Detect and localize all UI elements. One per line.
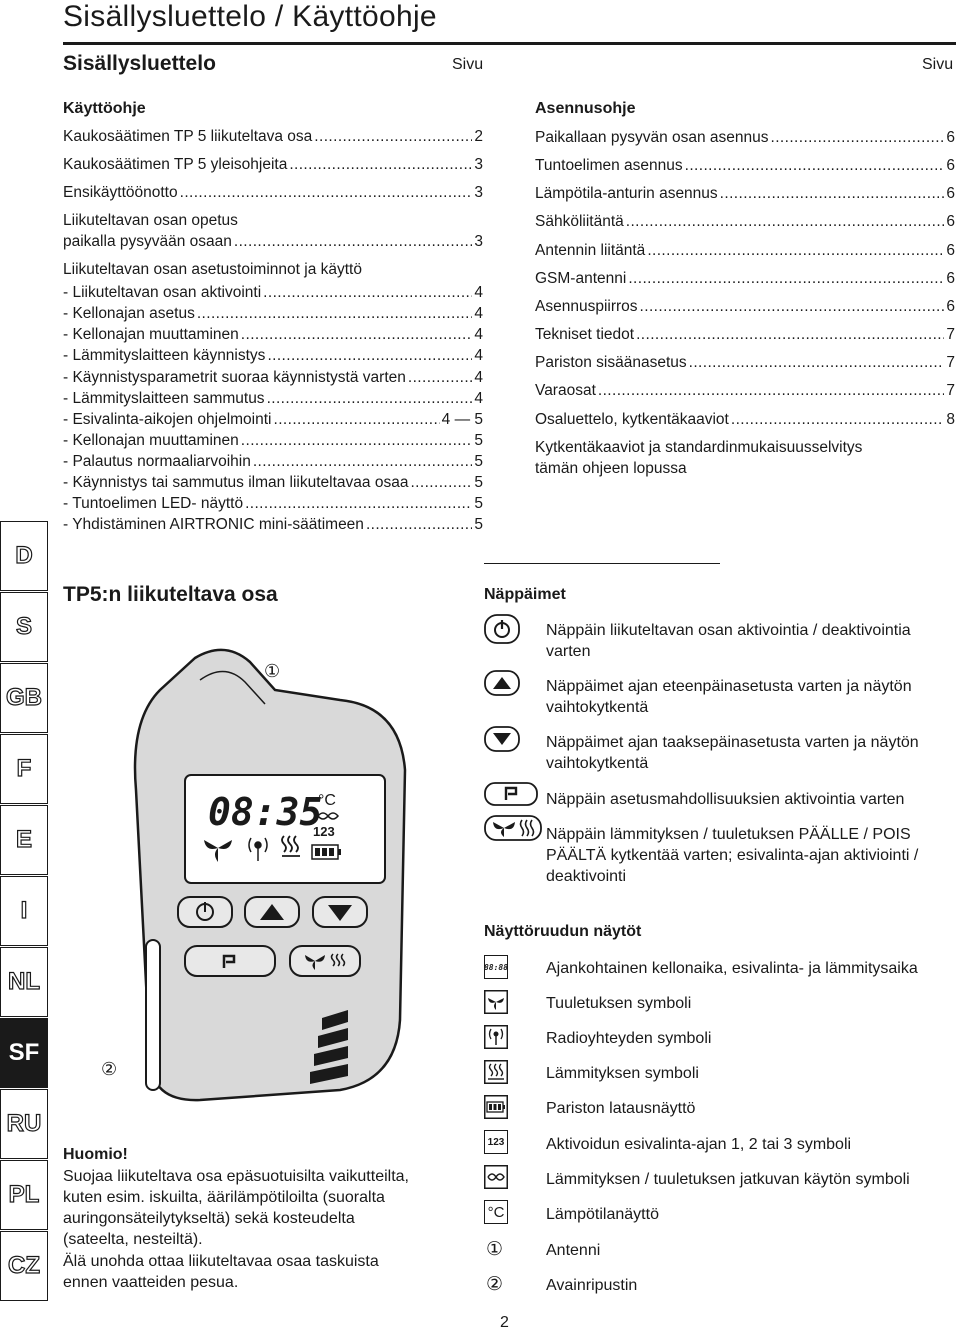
page-title: Sisällysluettelo / Käyttöohje	[63, 0, 437, 33]
toc-entry-page: 3	[474, 184, 483, 201]
toc-entry[interactable]	[535, 213, 955, 231]
toc-leader	[245, 495, 472, 513]
toc-leader	[626, 213, 945, 231]
toc-entry[interactable]	[535, 185, 955, 203]
contents-heading: Sisällysluettelo	[63, 52, 216, 75]
toc-entry[interactable]	[535, 411, 955, 429]
note-line: Suojaa liikuteltava osa epäsuotuisilta vaikutteilta,	[63, 1168, 409, 1185]
toc-entry-text: - Kellonajan muuttaminen	[63, 326, 239, 343]
power-key-description: Näppäin liikuteltavan osan aktivointia / deaktivointia varten	[546, 622, 911, 660]
display-celsius: °C	[318, 792, 336, 809]
toc-entry[interactable]	[63, 516, 483, 534]
toc-entry-text: - Kellonajan asetus	[63, 305, 195, 322]
toc-leader	[197, 305, 473, 323]
toc-entry-text: Pariston sisäänasetus	[535, 354, 687, 371]
toc-entry-text: paikalla pysyvään osaan	[63, 233, 232, 250]
heat-vent-key-description: Näppäin lämmityksen / tuuletuksen PÄÄLLE / POIS PÄÄLTÄ kytkentää varten; esivalinta-ajan aktiviointi / deaktivointi	[546, 826, 919, 885]
toc-leader	[234, 233, 472, 251]
toc-entry-page: 4	[474, 369, 483, 386]
toc-entry-page: 4	[474, 305, 483, 322]
toc-entry[interactable]	[63, 305, 483, 323]
toc-entry-page: 8	[946, 411, 955, 428]
page-column-label-left: Sivu	[452, 56, 484, 73]
toc-entry-text: - Käynnistys tai sammutus ilman liikuteltavaa osaa	[63, 474, 409, 491]
toc-entry-page: 6	[946, 270, 955, 287]
fan-description: Tuuletuksen symboli	[546, 995, 692, 1012]
toc-leader	[241, 432, 473, 450]
note-line: Älä unohda ottaa liikuteltavaa osaa taskuista	[63, 1253, 379, 1270]
radio-icon	[484, 1025, 508, 1049]
toc-entry-page: 6	[946, 185, 955, 202]
toc-entry-text: Kaukosäätimen TP 5 yleisohjeita	[63, 156, 288, 173]
toc-entry-text: Paikallaan pysyvän osan asennus	[535, 129, 769, 146]
toc-entry-text: - Palautus normaaliarvoihin	[63, 453, 251, 470]
preset-description: Aktivoidun esivalinta-ajan 1, 2 tai 3 symboli	[546, 1136, 852, 1153]
toc-leader	[731, 411, 945, 429]
note-title: Huomio!	[63, 1146, 128, 1163]
toc-leader	[640, 298, 945, 316]
toc-entry-text: GSM-antenni	[535, 270, 627, 287]
p-key-description: Näppäin asetusmahdollisuuksien aktivointia varten	[546, 791, 905, 808]
key-ring-description: Avainripustin	[546, 1277, 638, 1294]
power-key-icon	[484, 614, 520, 644]
lang-tab-ru[interactable]: RU	[0, 1089, 48, 1159]
toc-entry[interactable]	[535, 298, 955, 316]
toc-leader	[771, 129, 945, 147]
toc-leader	[689, 354, 945, 372]
toc-entry-page: 7	[946, 382, 955, 399]
toc-entry[interactable]	[63, 474, 483, 492]
note-line: kuten esim. iskuilta, äärilämpötiloilta (suoralta	[63, 1189, 385, 1206]
toc-leader	[598, 382, 944, 400]
lang-tab-i[interactable]: I	[0, 876, 48, 946]
preset-123-icon: 123	[484, 1130, 508, 1154]
toc-entry-text: - Lämmityslaitteen käynnistys	[63, 347, 266, 364]
down-key-description: Näppäimet ajan taaksepäinasetusta varten ja näytön vaihtokytkentä	[546, 734, 919, 772]
remote-control-illustration	[100, 640, 430, 1110]
toc-entry[interactable]	[535, 129, 955, 147]
toc-leader	[253, 453, 473, 471]
lang-tab-gb[interactable]: GB	[0, 663, 48, 733]
toc-entry[interactable]	[63, 347, 483, 365]
battery-icon	[484, 1095, 508, 1119]
toc-leader	[636, 326, 944, 344]
title-rule	[63, 42, 956, 45]
toc-entry-text: Asennuspiirros	[535, 298, 638, 315]
toc-entry-page: 4	[474, 326, 483, 343]
lang-tab-cz[interactable]: CZ	[0, 1231, 48, 1301]
antenna-callout-icon: ①	[486, 1239, 504, 1260]
clock-digits-icon: 88:88	[484, 955, 508, 979]
note-line: auringonsäteilytykseltä) sekä kosteudelta	[63, 1210, 355, 1227]
toc-entry-text: Lämpötila-anturin asennus	[535, 185, 718, 202]
infinity-description: Lämmityksen / tuuletuksen jatkuvan käytön symboli	[546, 1171, 910, 1188]
remote-power-button[interactable]	[178, 897, 232, 927]
toc-entry-page: 4	[474, 390, 483, 407]
toc-entry-text: - Käynnistysparametrit suoraa käynnistystä varten	[63, 369, 406, 386]
toc-leader	[408, 369, 473, 387]
lang-tab-s[interactable]: S	[0, 592, 48, 662]
language-tabs	[0, 521, 48, 1302]
display-heading: Näyttöruudun näytöt	[484, 923, 642, 940]
toc-leader	[180, 184, 473, 202]
toc-entry-text: Tuntoelimen asennus	[535, 157, 683, 174]
toc-leader	[274, 411, 440, 429]
toc-leader	[289, 156, 472, 174]
toc-entry-text: - Lämmityslaitteen sammutus	[63, 390, 265, 407]
heating-description: Lämmityksen symboli	[546, 1065, 699, 1082]
lang-tab-e[interactable]: E	[0, 805, 48, 875]
toc-entry-page: 5	[474, 432, 483, 449]
celsius-description: Lämpötilanäyttö	[546, 1206, 659, 1223]
toc-entry-text-line: Kytkentäkaaviot ja standardinmukaisuusselvitys	[535, 439, 863, 456]
toc-entry-page: 7	[946, 354, 955, 371]
keys-heading: Näppäimet	[484, 586, 566, 603]
toc-entry-text: Osaluettelo, kytkentäkaaviot	[535, 411, 729, 428]
remote-p-button[interactable]	[185, 946, 275, 976]
toc-entry-page: 3	[474, 156, 483, 173]
toc-entry-text: - Liikuteltavan osan aktivointi	[63, 284, 262, 301]
toc-entry[interactable]	[535, 382, 955, 400]
toc-entry-text: - Esivalinta-aikojen ohjelmointi	[63, 411, 272, 428]
toc-entry-page: 3	[474, 233, 483, 250]
heating-icon	[484, 1060, 508, 1084]
heat-vent-key-icon	[484, 815, 542, 841]
toc-entry[interactable]	[63, 390, 483, 408]
lang-tab-nl[interactable]: NL	[0, 947, 48, 1017]
toc-entry-page: 4	[474, 284, 483, 301]
toc-entry-text: Antennin liitäntä	[535, 242, 646, 259]
toc-entry[interactable]	[63, 369, 483, 387]
toc-entry[interactable]	[63, 184, 483, 202]
toc-entry-text-line: Liikuteltavan osan opetus	[63, 212, 238, 229]
toc-leader	[410, 474, 472, 492]
toc-leader	[628, 270, 944, 288]
toc-entry[interactable]	[535, 354, 955, 372]
toc-entry-page: 4 — 5	[441, 411, 483, 428]
lang-tab-f[interactable]: F	[0, 734, 48, 804]
toc-entry-text: Varaosat	[535, 382, 596, 399]
toc-leader	[685, 157, 945, 175]
page-number: 2	[500, 1314, 509, 1331]
display-time: 08:35	[208, 790, 323, 834]
toc-entry[interactable]	[63, 453, 483, 471]
up-key-icon	[484, 670, 520, 696]
toc-entry-page: 6	[946, 213, 955, 230]
lang-tab-pl[interactable]: PL	[0, 1160, 48, 1230]
antenna-description: Antenni	[546, 1242, 601, 1259]
toc-entry[interactable]	[535, 157, 955, 175]
celsius-icon: °C	[484, 1200, 508, 1224]
toc-entry-text-line: tämän ohjeen lopussa	[535, 460, 687, 477]
toc-entry-text: Kaukosäätimen TP 5 liikuteltava osa	[63, 128, 313, 145]
toc-leader	[263, 284, 472, 302]
toc-entry-text: - Kellonajan muuttaminen	[63, 432, 239, 449]
toc-entry[interactable]	[535, 242, 955, 260]
p-key-icon	[484, 782, 538, 806]
lang-tab-d[interactable]: D	[0, 521, 48, 591]
infinity-icon	[484, 1165, 508, 1189]
toc-entry-page: 5	[474, 495, 483, 512]
remote-down-button[interactable]	[313, 897, 367, 927]
toc-entry-text: Sähköliitäntä	[535, 213, 624, 230]
toc-section-asennusohje: Asennusohje	[535, 100, 636, 117]
toc-leader	[366, 516, 472, 534]
toc-entry-page: 4	[474, 347, 483, 364]
toc-leader	[314, 128, 472, 146]
fan-icon	[484, 990, 508, 1014]
toc-entry[interactable]	[63, 411, 483, 429]
toc-entry[interactable]	[63, 284, 483, 302]
toc-entry[interactable]	[63, 326, 483, 344]
toc-entry-text: Ensikäyttöönotto	[63, 184, 178, 201]
toc-entry[interactable]	[63, 233, 483, 251]
note-line: (sateelta, nesteiltä).	[63, 1231, 203, 1248]
toc-entry-text-line: Liikuteltavan osan asetustoiminnot ja käyttö	[63, 261, 362, 278]
remote-heat-vent-button[interactable]	[290, 946, 360, 976]
toc-section-kayttoohje: Käyttöohje	[63, 100, 146, 117]
battery-description: Pariston latausnäyttö	[546, 1100, 696, 1117]
toc-entry-page: 5	[474, 453, 483, 470]
toc-leader	[241, 326, 473, 344]
toc-leader	[647, 242, 944, 260]
toc-entry-page: 6	[946, 242, 955, 259]
toc-entry[interactable]	[63, 432, 483, 450]
toc-entry[interactable]	[63, 156, 483, 174]
radio-description: Radioyhteyden symboli	[546, 1030, 712, 1047]
toc-entry[interactable]	[63, 128, 483, 146]
toc-entry-page: 5	[474, 516, 483, 533]
toc-leader	[267, 390, 473, 408]
toc-entry-page: 5	[474, 474, 483, 491]
section-divider	[484, 563, 720, 564]
toc-entry-page: 7	[946, 326, 955, 343]
up-key-description: Näppäimet ajan eteenpäinasetusta varten ja näytön vaihtokytkentä	[546, 678, 912, 716]
toc-leader	[267, 347, 472, 365]
toc-entry-text: - Yhdistäminen AIRTRONIC mini-säätimeen	[63, 516, 364, 533]
toc-entry-page: 6	[946, 129, 955, 146]
key-ring-callout-icon: ②	[486, 1274, 504, 1295]
lang-tab-sf[interactable]: SF	[0, 1018, 48, 1088]
note-line: ennen vaatteiden pesua.	[63, 1274, 239, 1291]
toc-entry-text: Tekniset tiedot	[535, 326, 635, 343]
toc-entry-text: - Tuntoelimen LED- näyttö	[63, 495, 244, 512]
toc-entry[interactable]	[63, 495, 483, 513]
device-heading: TP5:n liikuteltava osa	[63, 583, 278, 606]
clock-description: Ajankohtainen kellonaika, esivalinta- ja lämmitysaika	[546, 960, 918, 977]
display-presets: 123	[313, 824, 335, 839]
callout-2-key-ring: ②	[101, 1059, 118, 1079]
toc-entry[interactable]	[535, 270, 955, 288]
callout-1-antenna: ①	[264, 661, 281, 681]
toc-entry[interactable]	[535, 326, 955, 344]
remote-up-button[interactable]	[245, 897, 299, 927]
toc-entry-page: 2	[474, 128, 483, 145]
toc-entry-page: 6	[946, 157, 955, 174]
down-key-icon	[484, 726, 520, 752]
toc-leader	[720, 185, 945, 203]
page-column-label-right: Sivu	[922, 56, 954, 73]
toc-entry-page: 6	[946, 298, 955, 315]
